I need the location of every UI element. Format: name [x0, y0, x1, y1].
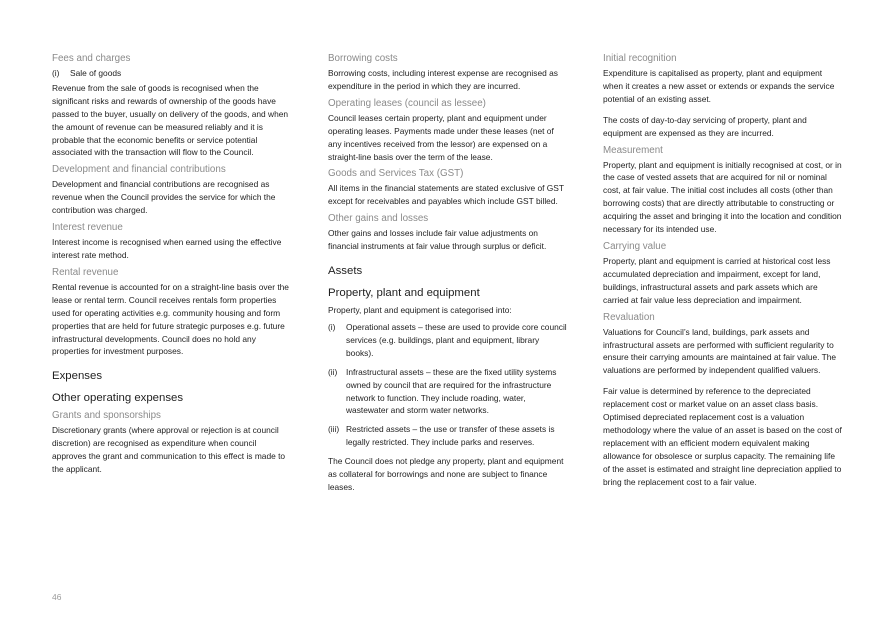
- measurement-text: Property, plant and equipment is initially recognised at cost, or in the case of vested assets that are acquired for nil or nominal cost, at fair value. The initial cost includes all costs (other than borrowing costs) that are directly attributable to constructing or acquiring the asset and bringing it into the location and condition necessary for its intended use.: [603, 159, 842, 235]
- grants-heading: Grants and sponsorships: [52, 410, 161, 422]
- sale-of-goods-item: [52, 67, 292, 80]
- list-item-text: Restricted assets – the use or transfer of these assets is legally restricted. They include parks and reserves.: [346, 424, 555, 448]
- dev-heading: Development and financial contributions: [52, 164, 226, 176]
- list-marker: (i): [328, 321, 336, 332]
- ppe-intro: Property, plant and equipment is categorised into:: [328, 305, 512, 316]
- leases-text: Council leases certain property, plant and equipment under operating leases. Payments made under these leases (net of any incentives received from the lessor) are expensed on a straight-line basis over the term of the lease.: [328, 112, 554, 162]
- list-item-text: Operational assets – these are used to provide core council services (e.g. buildings, plant and equipment, library books).: [346, 321, 567, 358]
- list-item: [328, 366, 568, 418]
- ppe-heading: Property, plant and equipment: [328, 287, 480, 300]
- gains-text: Other gains and losses include fair value adjustments on financial instruments at fair value through surplus or deficit.: [328, 228, 547, 252]
- list-item: [328, 423, 568, 449]
- list-item: [328, 321, 568, 360]
- pledge-text: The Council does not pledge any property, plant and equipment as collateral for borrowings and none are subject to finance leases.: [328, 456, 564, 492]
- revaluation-text-2: Fair value is determined by reference to the depreciated replacement cost or market value on an asset class basis. Optimised depreciated replacement cost is a valuation methodology where the value of an asset is based on the cost of replacement with an efficient modern equivalent making allowance for obsolesce or surplus capacity. The remaining life of the asset is estimated and straight line depreciation applied to bring the replacement cost to a fair value.: [603, 386, 842, 487]
- list-marker: (ii): [328, 366, 338, 377]
- revaluation-heading: Revaluation: [603, 311, 655, 323]
- sale-label: Sale of goods: [70, 68, 122, 78]
- carrying-heading: Carrying value: [603, 240, 667, 252]
- borrowing-text: Borrowing costs, including interest expense are recognised as expenditure in the period in which they are incurred.: [328, 68, 558, 91]
- sale-text: Revenue from the sale of goods is recognised when the significant risks and rewards of ownership of the goods have passed to the buyer, usually on delivery of the goods, and when the amount of revenue can be measured reliably and it is probable that the economic benefits or service potential associated with the transaction will flow to the Council.: [52, 82, 289, 158]
- list-marker: (i): [52, 68, 60, 78]
- measurement-heading: Measurement: [603, 144, 663, 156]
- column-left: [52, 52, 292, 480]
- list-item-text: Infrastructural assets – these are the fixed utility systems owned by council that are required for the infrastructure network to function. They include roading, water, wastewater and storm water networks.: [346, 366, 557, 416]
- other-opex-heading: Other operating expenses: [52, 392, 184, 405]
- revaluation-text-1: Valuations for Council’s land, buildings, park assets and infrastructural assets are performed with sufficient regularity to ensure their carrying amounts are maintained at fair value. The valuations are performed by independent qualified valuers.: [603, 326, 837, 376]
- list-marker: (iii): [328, 424, 340, 435]
- interest-text: Interest income is recognised when earned using the effective interest rate method.: [52, 237, 282, 260]
- page-number: 46: [52, 592, 62, 602]
- expenses-heading: Expenses: [52, 370, 103, 383]
- column-middle: [328, 52, 568, 498]
- leases-heading: Operating leases (council as lessee): [328, 97, 486, 109]
- column-right: [603, 52, 843, 492]
- initial-text-2: The costs of day-to-day servicing of property, plant and equipment are expensed as they are incurred.: [603, 114, 807, 138]
- assets-heading: Assets: [328, 265, 363, 278]
- initial-text-1: Expenditure is capitalised as property, plant and equipment when it creates a new asset or extends or expands the service potential of an existing asset.: [603, 68, 835, 104]
- rental-heading: Rental revenue: [52, 266, 119, 278]
- gst-heading: Goods and Services Tax (GST): [328, 168, 464, 180]
- dev-text: Development and financial contributions are recognised as revenue when the Council provides the service for which the contribution was charged.: [52, 179, 276, 216]
- grants-text: Discretionary grants (where approval or rejection is at council discretion) are recognised as expenditure when council approves the grant and communication to this effect is made to the applicant.: [52, 425, 286, 475]
- gains-heading: Other gains and losses: [328, 213, 429, 225]
- carrying-text: Property, plant and equipment is carried at historical cost less accumulated depreciation and impairment, except for land, buildings, infrastructural assets and park assets which are carried at fair value less depreciation and impairment.: [603, 255, 831, 305]
- fees-heading: Fees and charges: [52, 53, 131, 64]
- borrowing-heading: Borrowing costs: [328, 53, 398, 64]
- gst-text: All items in the financial statements are stated exclusive of GST except for receivables and payables which include GST billed.: [328, 183, 564, 207]
- initial-heading: Initial recognition: [603, 53, 677, 64]
- rental-text: Rental revenue is accounted for on a straight-line basis over the lease or rental term. Council receives rentals form properties used for operating activities e.g. community housing and form properties that are held for future strategic purposes e.g. future infrastructural developments. Council does no hold any properties for investment purposes.: [52, 281, 289, 357]
- interest-heading: Interest revenue: [52, 222, 123, 234]
